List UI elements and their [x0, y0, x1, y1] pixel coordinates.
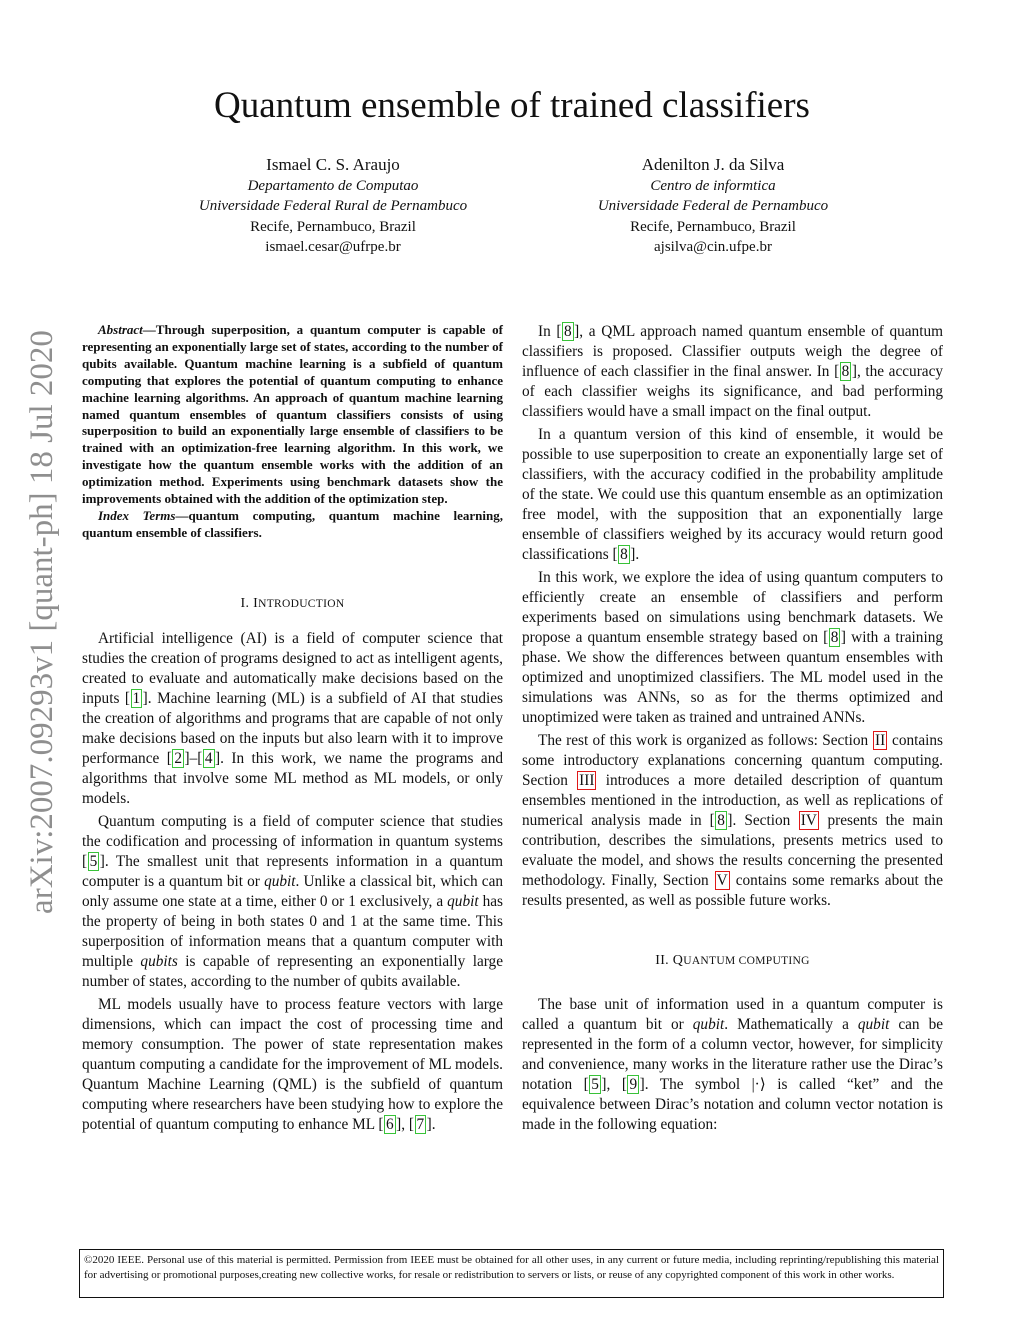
- author-university: Universidade Federal Rural de Pernambuco: [198, 198, 468, 214]
- author-location: Recife, Pernambuco, Brazil: [250, 218, 416, 235]
- text-run: has the property of being in both states 0 and 1 at the same time. This superposition of information means that a quantum computer with multiple: [82, 892, 504, 970]
- author-department: Departamento de Computao: [247, 177, 419, 194]
- citation-link[interactable]: 1: [132, 689, 141, 707]
- text-run: . Mathematically a: [724, 1016, 849, 1033]
- section-heading-quantum-computing: [522, 951, 943, 971]
- citation-link[interactable]: 9: [629, 1076, 638, 1093]
- text-run: ML models usually have to process feature vectors with large dimensions, which can impact the cost of processing time and memory consumption. The power of state representation makes quantum computing a candidate for the improvement of ML models. Quantum Machine Learning (QML) is the subfield of quantum computing where researchers have been studying how to explore the potential of quantum computing to enhance ML: [82, 995, 503, 1133]
- section-title-rest: NTRODUCTION: [258, 597, 345, 610]
- citation-link[interactable]: 8: [841, 363, 850, 380]
- text-run: In a quantum version of this kind of ensemble, it would be possible to use superposition to create an exponentially large set of classifiers, with the accuracy codified in the probability amplitude of the state. We could use this quantum ensemble as an optimization free model, with the supposition that an exponentially large ensemble of classifiers weighed by its accuracy would return good classifications: [522, 426, 943, 563]
- text-run: . Section: [732, 812, 791, 829]
- section-numeral: II.: [655, 953, 669, 968]
- author-email[interactable]: ajsilva@cin.ufpe.br: [654, 239, 772, 255]
- intro-paragraph-4: In [ 8 ], a QML approach named quantum ensemble of quantum classifiers is proposed. Classifier outputs weigh the degree of influence of each classifier in the final answer. In [ 8 ], the accuracy of each classifier weighs its significance, and bad performing classifiers would have a small impact on the final output.: [522, 323, 944, 420]
- section-heading-introduction: [82, 594, 503, 614]
- text-run: ,: [401, 1115, 406, 1133]
- citation-link[interactable]: 6: [385, 1115, 394, 1133]
- text-run: Artificial intelligence (AI) is a field of computer science that studies the creation of programs designed to act as intelligent agents, created to evaluate and automatically make decisions based on the inputs: [82, 629, 503, 707]
- text-run: with a training phase. We show the differences between quantum ensembles with optimized and unoptimized classifiers. The ML model used in the simulations was ANNs, so as for the therms optimized and unoptimized were taken as trained and untrained ANNs.: [522, 629, 944, 726]
- emphasis: qubit: [447, 892, 479, 910]
- intro-paragraph-5: In a quantum version of this kind of ensemble, it would be possible to use superposition to create an exponentially large set of classifiers, with the accuracy codified in the probability amplitude of the state. We could use this quantum ensemble as an optimization free model, with the supposition that an exponentially large ensemble of classifiers weighed by its accuracy would return good classifications [ 8 ].: [522, 426, 943, 563]
- text-run: presents the main contribution, describes the simulations, presents metrics used to evaluate the model, and shows the results concerning the presented methodology. Finally, Section: [522, 812, 943, 889]
- paper-title: Quantum ensemble of trained classifiers: [214, 85, 810, 126]
- text-run: In: [538, 323, 551, 340]
- text-run: The base unit of information used in a quantum computer is called a quantum bit or: [522, 996, 943, 1033]
- text-run: –: [189, 749, 198, 767]
- text-run: The rest of this work is organized as follows: Section: [538, 732, 869, 749]
- author-block-1: [133, 155, 533, 258]
- text-run: Quantum computing is a field of computer science that studies the codification and processing of information in quantum systems: [82, 812, 503, 850]
- intro-paragraph-6: In this work, we explore the idea of using quantum computers to efficiently create an ensemble of classifiers and perform experiments based on simulations using benchmark datasets. We propose a quantum ensemble strategy based on [ 8 ] with a training phase. We show the differences between quantum ensembles with optimized and unoptimized classifiers. The ML model used in the simulations was ANNs, so as for the therms optimized and unoptimized were taken as trained and untrained ANNs.: [522, 569, 944, 726]
- text-run: introduces a more detailed description of quantum ensembles mentioned in the introduction, as well as replications of numerical analysis made in: [522, 772, 944, 829]
- citation-link[interactable]: 8: [564, 323, 572, 340]
- text-run: .: [431, 1115, 436, 1133]
- author-department: Centro de informtica: [650, 177, 776, 194]
- intro-paragraph-7: The rest of this work is organized as follows: Section II contains some introductory explanations concerning quantum computing. Section III introduces a more detailed description of quantum ensembles mentioned in the introduction, as well as replications of numerical analysis made in [ 8 ]. Section IV presents the main contribution, describes the simulations, presents metrics used to evaluate the model, and shows the results concerning the presented methodology. Finally, Section V contains some remarks about the results presented, as well as possible future works.: [522, 732, 944, 909]
- left-column: [82, 322, 503, 1138]
- intro-paragraph-1: Artificial intelligence (AI) is a field of computer science that studies the creation of programs designed to act as intelligent agents, created to evaluate and automatically make decisions based on the inputs [ 1 ]. Machine learning (ML) is a subfield of AI that studies the creation of algorithms and programs that are capable of not only make decisions based on the inputs but also learn with it to improve performance [ 2 ]–[ 4 ]. In this work, we name the programs and algorithms that involve some ML method as ML models, or only models.: [82, 629, 504, 807]
- arxiv-stamp: arXiv:2007.09293v1 [quant-ph] 18 Jul 2020: [24, 330, 60, 914]
- text-run: , the accuracy of each classifier weighs its significance, and bad performing classifiers would have a small impact on the final output.: [522, 363, 944, 420]
- section-link[interactable]: IV: [800, 812, 817, 829]
- index-terms-label: Index Terms: [98, 507, 176, 523]
- text-run: ,: [606, 1076, 611, 1093]
- index-terms-text: quantum computing, quantum machine learning, quantum ensemble of classifiers.: [82, 507, 503, 540]
- text-run: . Machine learning (ML) is a subfield of AI that studies the creation of algorithms and programs that are capable of not only make decisions based on the inputs but also learn with it to improve performance: [82, 689, 504, 767]
- abstract: [82, 322, 503, 508]
- author-block-2: [513, 155, 913, 258]
- citation-link[interactable]: 8: [620, 546, 628, 563]
- copyright-notice: ©2020 IEEE. Personal use of this material is permitted. Permission from IEEE must be obtained for all other uses, in any current or future media, including reprinting/republishing this material for advertising or promotional purposes,creating new collective works, for resale or redistribution to servers or lists, or reuse of any copyrighted component of this work in other works.: [79, 1249, 944, 1298]
- citation-link[interactable]: 2: [174, 749, 182, 767]
- text-run: In this work, we explore the idea of using quantum computers to efficiently create an ensemble of classifiers and perform experiments based on simulations using benchmark datasets. We propose a quantum ensemble strategy based on: [522, 569, 943, 646]
- section-link[interactable]: V: [716, 872, 728, 889]
- text-run: is capable of representing an exponentially large number of states, according to the number of qubits available.: [82, 952, 503, 990]
- section-link[interactable]: III: [579, 772, 595, 789]
- intro-paragraph-3: ML models usually have to process feature vectors with large dimensions, which can impact the cost of processing time and memory consumption. The power of state representation makes quantum computing a candidate for the improvement of ML models. Quantum Machine Learning (QML) is the subfield of quantum computing where researchers have been studying how to explore the potential of quantum computing to enhance ML [ 6 ], [ 7 ].: [82, 995, 503, 1133]
- section-title-rest: UANTUM COMPUTING: [683, 955, 810, 967]
- qc-paragraph-1: The base unit of information used in a quantum computer is called a quantum bit or qubit. Mathematically a qubit can be represented in the form of a column vector, however, for simplicity and convenience, many works in the literature rather use the Dirac’s notation [ 5 ], [ 9 ]. The symbol |·⟩ is called “ket” and the equivalence between Dirac’s notation and column vector notation is made in the following equation:: [522, 996, 944, 1133]
- citation-link[interactable]: 5: [591, 1076, 599, 1093]
- text-run: . In this work, we name the programs and algorithms that involve some ML method as ML models, or only models.: [82, 749, 503, 807]
- text-run: . Unlike a classical bit, which can only assume one state at a time, either 0 or 1 exclusively, a: [82, 872, 504, 910]
- citation-link[interactable]: 4: [204, 749, 213, 767]
- author-name: Ismael C. S. Araujo: [266, 155, 400, 174]
- section-link[interactable]: II: [874, 732, 886, 749]
- abstract-dash: —: [142, 322, 156, 337]
- author-name: Adenilton J. da Silva: [641, 155, 785, 174]
- abstract-label: Abstract: [98, 322, 143, 337]
- text-run: . The symbol |·⟩ is called “ket” and the equivalence between Dirac’s notation and column vector notation is made in the following equation:: [522, 1076, 944, 1133]
- abstract-text: Through superposition, a quantum computer is capable of representing an exponentially large set of states, according to the number of qubits available. Quantum machine learning is a subfield of quantum computing that explores the potential of quantum computing to enhance machine learning algorithms. An approach of quantum machine learning named quantum ensembles of quantum classifiers consists of using superposition to build an exponentially large ensemble of classifiers to be trained with an optimization-free learning algorithm. In this work, we investigate how the quantum ensemble works with the addition of an optimization method. Experiments using benchmark datasets show the improvements obtained with the addition of the optimization step.: [82, 322, 503, 507]
- text-run: contains some introductory explanations concerning quantum computing. Section: [522, 732, 944, 789]
- emphasis: qubit: [692, 1016, 725, 1033]
- index-terms: [82, 508, 503, 542]
- index-terms-dash: —: [175, 507, 189, 523]
- text-run: . The smallest unit that represents information in a quantum computer is a quantum bit or: [82, 852, 503, 890]
- citation-link[interactable]: 8: [717, 812, 725, 829]
- section-numeral: I.: [240, 595, 250, 611]
- emphasis: qubits: [140, 952, 178, 970]
- emphasis: qubit: [264, 872, 296, 890]
- author-location: Recife, Pernambuco, Brazil: [630, 218, 796, 235]
- text-run: .: [635, 546, 640, 563]
- emphasis: qubit: [857, 1016, 890, 1033]
- text-run: contains some remarks about the results presented, as well as possible future works.: [522, 872, 943, 909]
- section-title-first: I: [253, 595, 259, 611]
- intro-paragraph-2: Quantum computing is a field of computer science that studies the codification and processing of information in quantum systems [ 5 ]. The smallest unit that represents information in a quantum computer is a quantum bit or qubit. Unlike a classical bit, which can only assume one state at a time, either 0 or 1 exclusively, a qubit has the property of being in both states 0 and 1 at the same time. This superposition of information means that a quantum computer with multiple qubits is capable of representing an exponentially large number of states, according to the number of qubits available.: [82, 812, 504, 990]
- text-run: can be represented in the form of a column vector, however, for simplicity and convenience, many works in the literature rather use the Dirac’s notation: [522, 1016, 944, 1093]
- author-university: Universidade Federal de Pernambuco: [597, 198, 829, 214]
- author-email[interactable]: ismael.cesar@ufrpe.br: [265, 239, 401, 255]
- right-column: [522, 322, 943, 1138]
- text-run: , a QML approach named quantum ensemble of quantum classifiers is proposed. Classifier outputs weigh the degree of influence of each classifier in the final answer. In: [522, 323, 943, 380]
- citation-link[interactable]: 5: [89, 852, 98, 870]
- citation-link[interactable]: 8: [830, 629, 839, 646]
- citation-link[interactable]: 7: [416, 1115, 425, 1133]
- section-title-first: Q: [672, 953, 684, 968]
